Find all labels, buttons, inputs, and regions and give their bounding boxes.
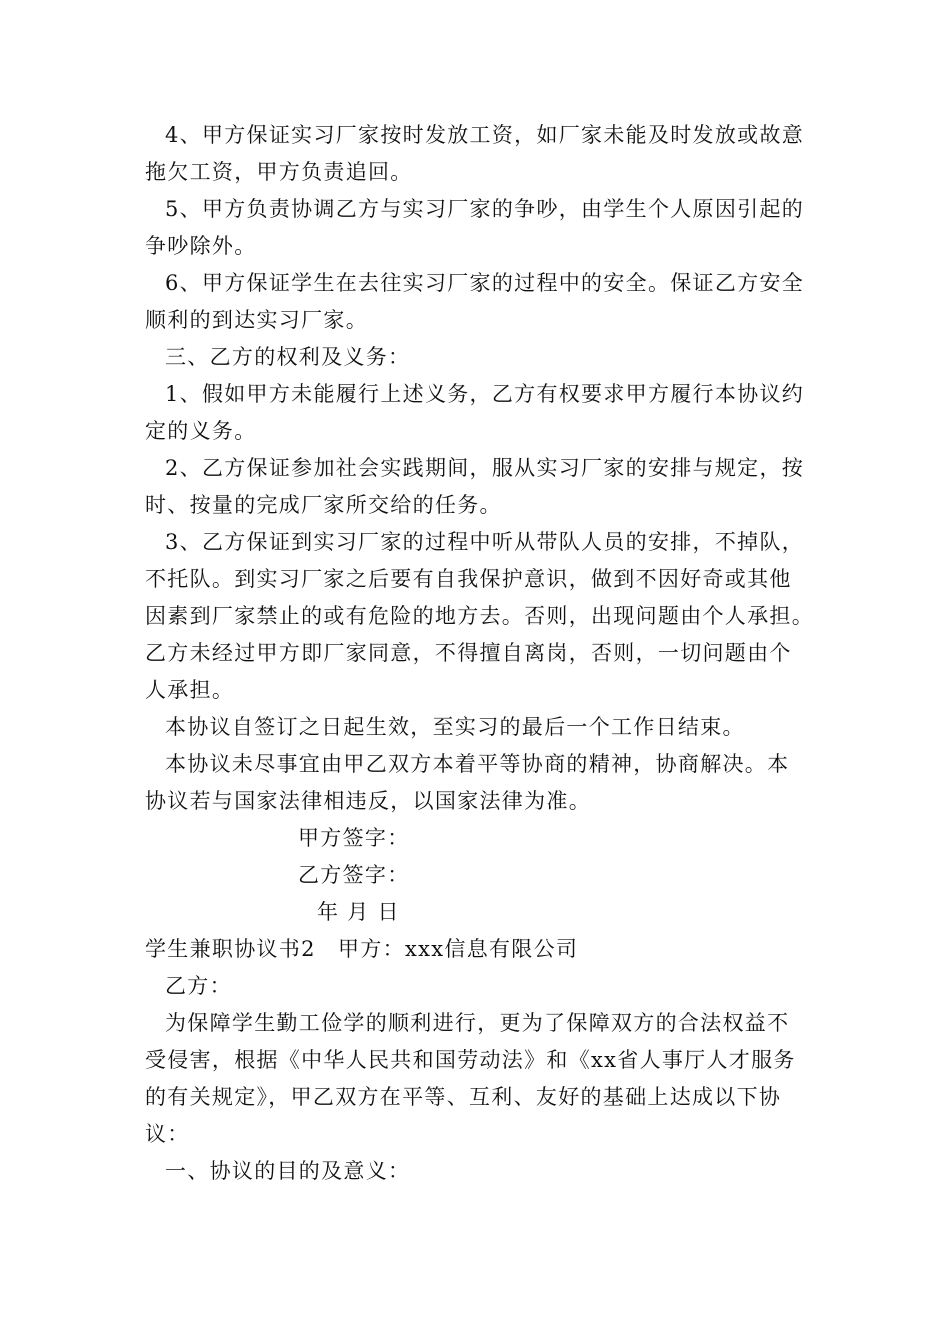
preamble-line-3: 的有关规定》，甲乙双方在平等、互利、友好的基础上达成以下协: [145, 1085, 782, 1109]
party-a-signature-label: 甲方签字：: [298, 826, 410, 850]
party-b-clause-3-line-2: 不托队。到实习厂家之后要有自我保护意识，做到不因好奇或其他: [145, 567, 792, 591]
clause-4-line-2: 拖欠工资，甲方负责追回。: [145, 160, 413, 184]
preamble-line-1: 为保障学生勤工俭学的顺利进行，更为了保障双方的合法权益不: [165, 1011, 790, 1035]
unresolved-matters-line-1: 本协议未尽事宜由甲乙双方本着平等协商的精神，协商解决。本: [165, 752, 790, 776]
party-b-clause-2-line-1: 2、乙方保证参加社会实践期间，服从实习厂家的安排与规定，按: [165, 456, 805, 480]
date-line: 年 月 日: [317, 900, 400, 924]
party-b-clause-2-line-2: 时、按量的完成厂家所交给的任务。: [145, 493, 502, 517]
party-b-clause-3-line-3: 因素到厂家禁止的或有危险的地方去。否则，出现问题由个人承担。: [145, 604, 814, 628]
party-b-signature-label: 乙方签字：: [298, 863, 410, 887]
preamble-line-2: 受侵害，根据《中华人民共和国劳动法》和《xx省人事厅人才服务: [145, 1048, 796, 1072]
party-b-clause-3-line-4: 乙方未经过甲方即厂家同意，不得擅自离岗，否则，一切问题由个: [145, 641, 792, 665]
section-3-heading: 三、乙方的权利及义务：: [165, 345, 411, 369]
party-b-clause-3-line-1: 3、乙方保证到实习厂家的过程中听从带队人员的安排，不掉队，: [165, 530, 805, 554]
clause-4-line-1: 4、甲方保证实习厂家按时发放工资，如厂家未能及时发放或故意: [165, 123, 805, 147]
clause-6-line-1: 6、甲方保证学生在去往实习厂家的过程中的安全。保证乙方安全: [165, 271, 805, 295]
party-b-clause-3-line-5: 人承担。: [145, 678, 235, 702]
party-b-clause-1-line-2: 定的义务。: [145, 419, 257, 443]
clause-5-line-2: 争吵除外。: [145, 234, 257, 258]
clause-6-line-2: 顺利的到达实习厂家。: [145, 308, 368, 332]
agreement-2-title: 学生兼职协议书2 甲方：xxx信息有限公司: [145, 937, 579, 961]
section-1-heading: 一、协议的目的及意义：: [165, 1159, 411, 1183]
party-b-clause-1-line-1: 1、假如甲方未能履行上述义务，乙方有权要求甲方履行本协议约: [165, 382, 805, 406]
party-b-label: 乙方：: [165, 974, 232, 998]
unresolved-matters-line-2: 协议若与国家法律相违反，以国家法律为准。: [145, 789, 591, 813]
effective-date-paragraph: 本协议自签订之日起生效，至实习的最后一个工作日结束。: [165, 715, 745, 739]
preamble-line-4: 议：: [145, 1122, 190, 1146]
clause-5-line-1: 5、甲方负责协调乙方与实习厂家的争吵，由学生个人原因引起的: [165, 197, 805, 221]
